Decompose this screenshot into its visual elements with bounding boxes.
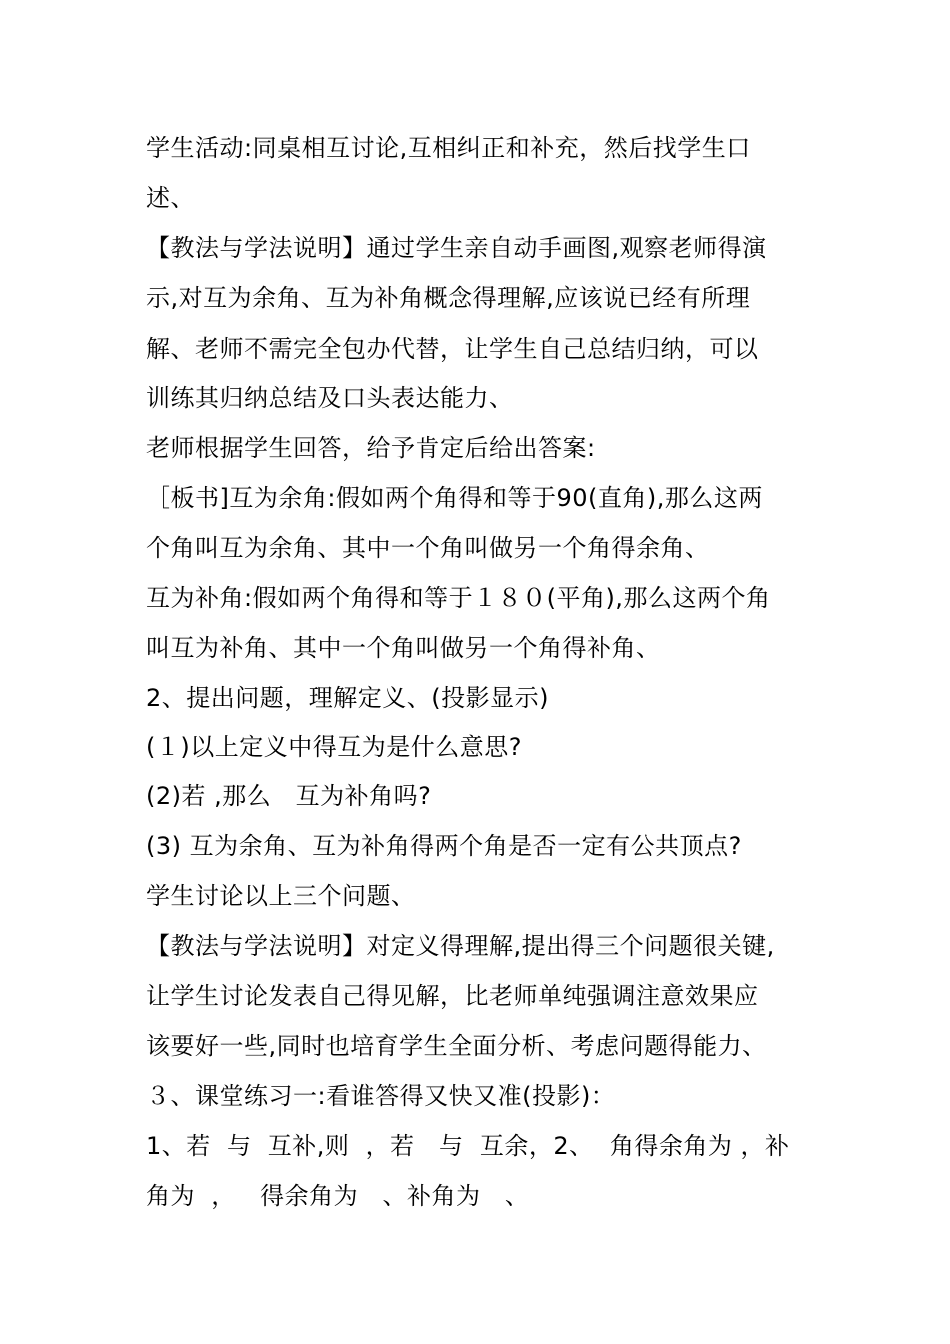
text-line-6: 训练其归纳总结及口头表达能力、 (146, 384, 514, 412)
text-line-22: 角为 ， 得余角为 、补角为 、 (146, 1182, 530, 1210)
text-line-16: 学生讨论以上三个问题、 (146, 882, 416, 910)
text-line-20: ３、课堂练习一:看谁答得又快又准(投影)： (146, 1082, 616, 1110)
text-line-15: (3) 互为余角、互为补角得两个角是否一定有公共顶点? (146, 832, 742, 860)
text-line-13: (１)以上定义中得互为是什么意思? (146, 733, 522, 761)
text-line-7: 老师根据学生回答，给予肯定后给出答案: (146, 434, 596, 462)
text-line-8: ［板书]互为余角:假如两个角得和等于90(直角),那么这两 (146, 484, 763, 512)
text-line-10: 互为补角:假如两个角得和等于１８０(平角),那么这两个角 (146, 584, 771, 612)
text-line-14: (2)若 ,那么 互为补角吗? (146, 782, 432, 810)
text-line-18: 让学生讨论发表自己得见解，比老师单纯强调注意效果应 (146, 982, 759, 1010)
text-line-12: 2、提出问题，理解定义、(投影显示) (146, 684, 549, 712)
text-line-17: 【教法与学法说明】对定义得理解,提出得三个问题很关键, (146, 932, 775, 960)
text-line-11: 叫互为补角、其中一个角叫做另一个角得补角、 (146, 634, 661, 662)
text-line-21: 1、若 与 互补,则 ，若 与 互余，2、 角得余角为 ，补 (146, 1132, 790, 1160)
text-line-1: 学生活动:同桌相互讨论,互相纠正和补充，然后找学生口 (146, 134, 751, 162)
text-line-5: 解、老师不需完全包办代替，让学生自己总结归纳，可以 (146, 335, 759, 363)
text-line-9: 个角叫互为余角、其中一个角叫做另一个角得余角、 (146, 534, 710, 562)
text-line-4: 示,对互为余角、互为补角概念得理解,应该说已经有所理 (146, 284, 751, 312)
text-line-19: 该要好一些,同时也培育学生全面分析、考虑问题得能力、 (146, 1032, 767, 1060)
text-line-2: 述、 (146, 184, 195, 212)
text-line-3: 【教法与学法说明】通过学生亲自动手画图,观察老师得演 (146, 234, 767, 262)
